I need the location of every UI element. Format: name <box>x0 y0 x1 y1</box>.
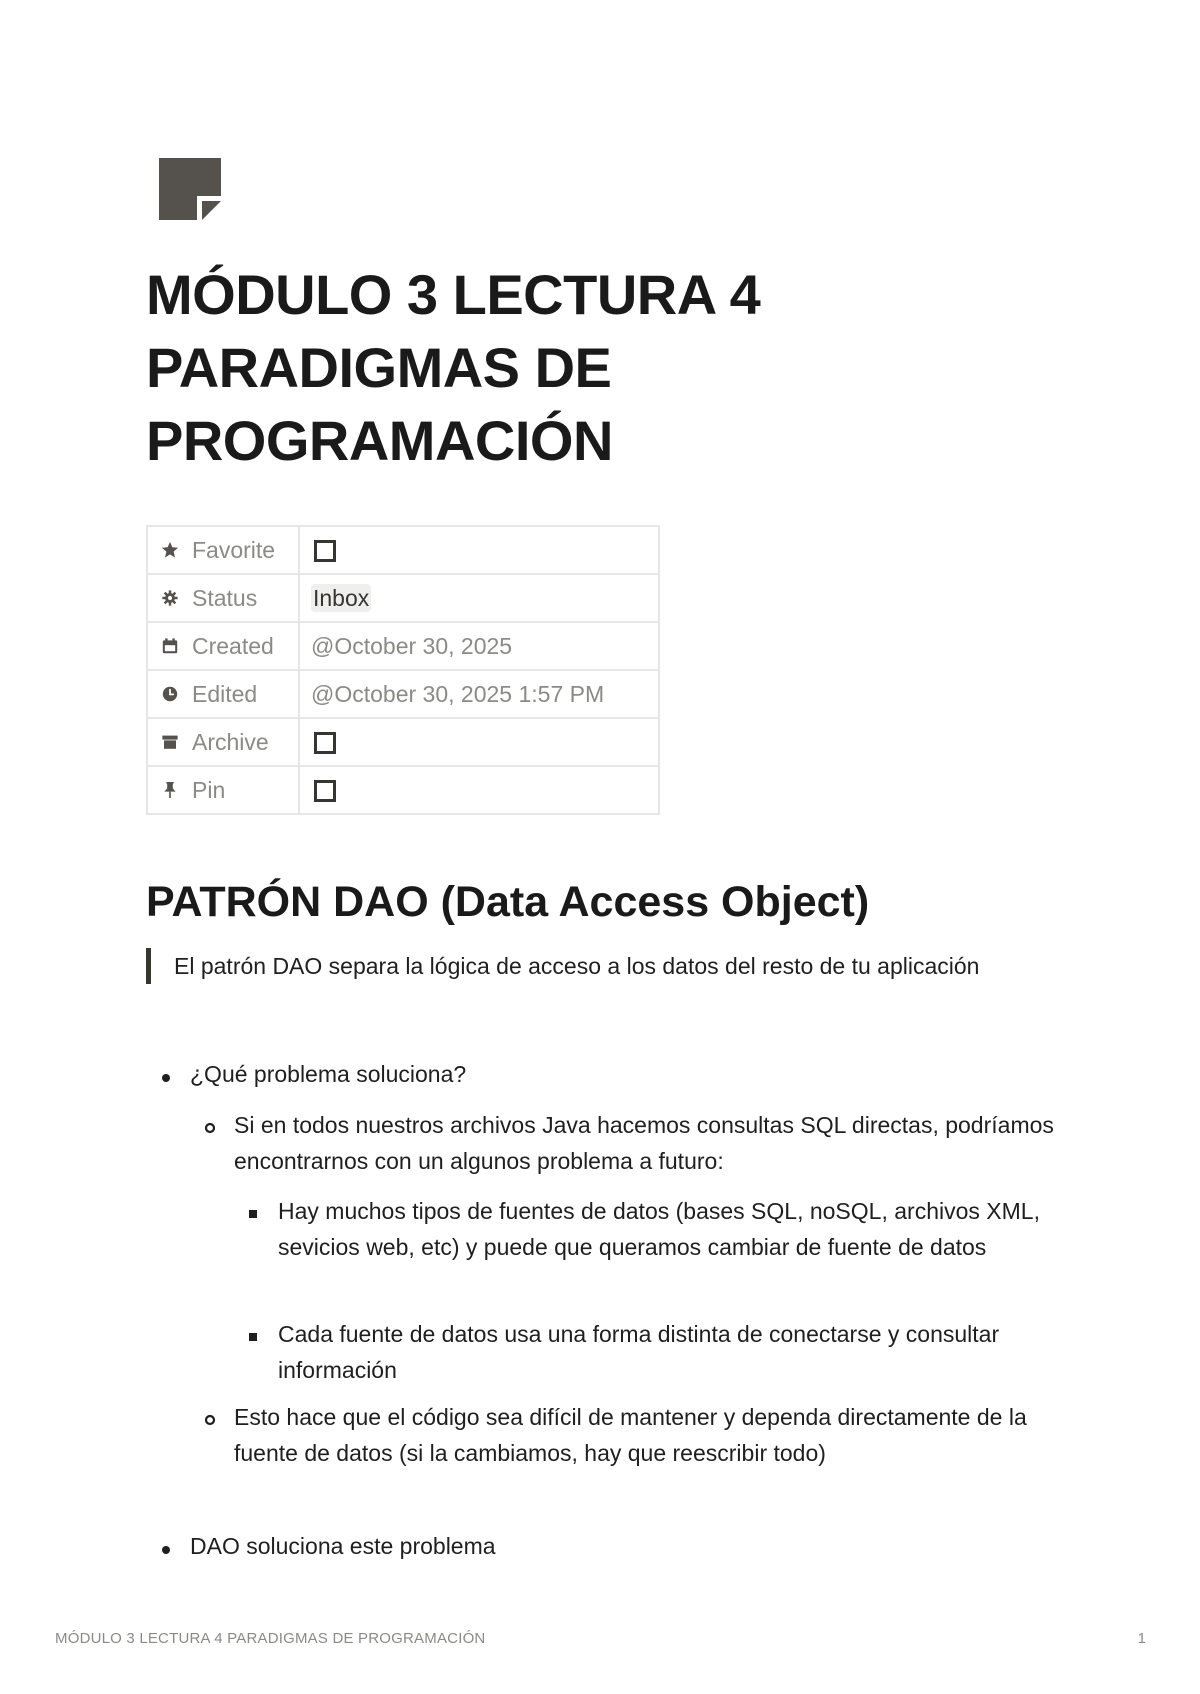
blockquote: El patrón DAO separa la lógica de acceso a los datos del resto de tu aplicación <box>146 948 1014 984</box>
sticky-note-icon <box>159 158 221 220</box>
bullet-disc <box>161 1070 171 1088</box>
list-item: Si en todos nuestros archivos Java hacemos consultas SQL directas, podríamos encontrarnos con un algunos problema a futuro: <box>234 1112 1054 1174</box>
clock-icon <box>160 684 180 704</box>
property-label: Status <box>192 584 258 611</box>
archive-checkbox[interactable] <box>314 732 336 754</box>
pin-checkbox[interactable] <box>314 780 336 802</box>
archive-icon <box>160 732 180 752</box>
list-item: DAO soluciona este problema <box>190 1533 496 1559</box>
bullet-disc <box>161 1542 171 1560</box>
gear-icon <box>160 588 180 608</box>
bullet-circle <box>204 1413 216 1431</box>
status-badge[interactable]: Inbox <box>313 584 370 611</box>
property-label: Archive <box>192 728 269 755</box>
page-number: 1 <box>1137 1630 1146 1647</box>
pin-icon <box>160 780 180 800</box>
bullet-square <box>248 1329 258 1347</box>
property-row-archive <box>147 718 659 766</box>
section-heading: PATRÓN DAO (Data Access Object) <box>146 878 870 926</box>
property-row-created <box>147 622 659 670</box>
property-row-favorite <box>147 526 659 574</box>
footer-title: MÓDULO 3 LECTURA 4 PARADIGMAS DE PROGRAMACIÓN <box>55 1630 486 1647</box>
property-label: Favorite <box>192 536 276 563</box>
favorite-checkbox[interactable] <box>314 540 336 562</box>
property-label: Edited <box>192 680 258 707</box>
edited-date: @October 30, 2025 1:57 PM <box>299 670 659 718</box>
list-item: Esto hace que el código sea difícil de mantener y dependa directamente de la fuente de datos (si la cambiamos, hay que reescribir todo) <box>234 1404 1027 1466</box>
property-row-pin <box>147 766 659 814</box>
property-label: Pin <box>192 776 226 803</box>
star-icon <box>160 540 180 560</box>
page-title: MÓDULO 3 LECTURA 4 PARADIGMAS DE PROGRAMACIÓN <box>146 263 761 472</box>
list-item: Hay muchos tipos de fuentes de datos (bases SQL, noSQL, archivos XML, sevicios web, etc) y puede que queramos cambiar de fuente de datos <box>278 1198 1040 1260</box>
list-item: Cada fuente de datos usa una forma distinta de conectarse y consultar información <box>278 1321 1000 1383</box>
properties-table <box>146 525 660 815</box>
list-item: ¿Qué problema soluciona? <box>190 1061 467 1087</box>
calendar-icon <box>160 636 180 656</box>
bullet-circle <box>204 1121 216 1139</box>
property-label: Created <box>192 632 274 659</box>
property-row-status <box>147 574 659 622</box>
bullet-square <box>248 1206 258 1224</box>
created-date: @October 30, 2025 <box>299 622 659 670</box>
property-row-edited <box>147 670 659 718</box>
